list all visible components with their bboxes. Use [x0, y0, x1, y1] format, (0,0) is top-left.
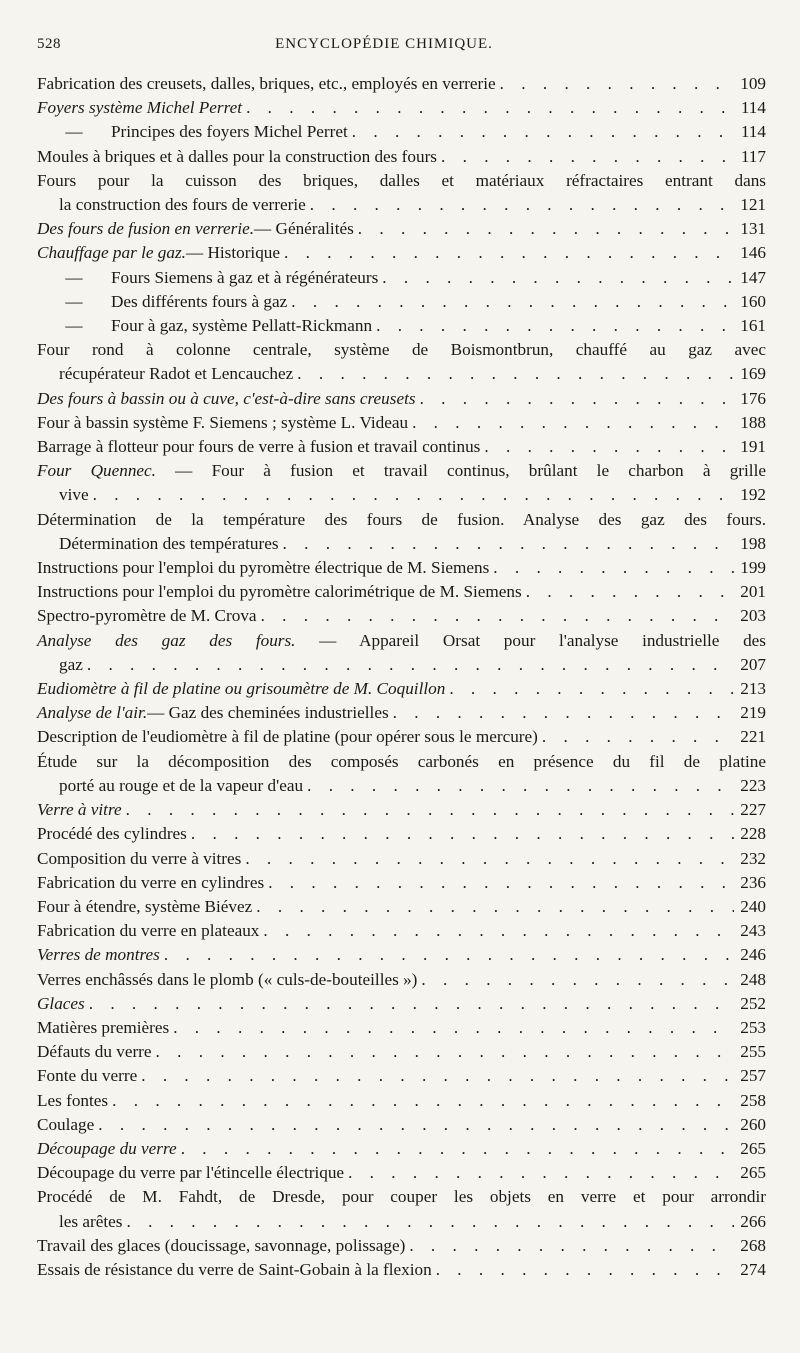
dot-leader — [89, 992, 734, 1016]
running-header — [37, 36, 766, 66]
toc-entry — [37, 677, 766, 701]
dot-leader — [263, 919, 734, 943]
toc-entry-italic-title: Analyse des gaz des fours. — [37, 630, 296, 650]
toc-entry — [37, 968, 766, 992]
toc-entry-text: Matières premières — [37, 1017, 170, 1037]
toc-entry-line1 — [37, 338, 766, 362]
toc-entry-text: Principes des foyers Michel Perret — [111, 122, 348, 142]
toc-page-number: 265 — [740, 1138, 766, 1158]
toc-dash: — — [65, 291, 83, 311]
dot-leader — [409, 1234, 734, 1258]
dot-leader — [164, 943, 734, 967]
dot-leader — [98, 1113, 734, 1137]
dot-leader — [436, 1258, 734, 1282]
toc-entry-text: Four à gaz, système Pellatt-Rickmann — [111, 316, 373, 336]
toc-entry-text-continued: la construction des fours de verrerie — [59, 195, 306, 215]
toc-entry — [37, 847, 766, 871]
toc-page-number: 255 — [740, 1042, 766, 1062]
toc-entry-text: Étude sur la décomposition des composés carbonés en présence du fil de platine — [37, 751, 766, 771]
toc-entry-text: Fonte du verre — [37, 1066, 138, 1086]
toc-entry — [37, 1089, 766, 1113]
table-of-contents — [37, 72, 766, 1282]
toc-page-number: 146 — [740, 243, 766, 263]
toc-entry-text: Spectro-pyromètre de M. Crova — [37, 606, 257, 626]
toc-page-number: 199 — [740, 558, 766, 578]
toc-entry-text: Fabrication du verre en plateaux — [37, 921, 260, 941]
toc-page-number: 223 — [740, 775, 766, 795]
toc-page-number: 203 — [740, 606, 766, 626]
toc-entry-italic-title: Analyse de l'air. — [37, 703, 148, 723]
toc-entry-line1 — [37, 459, 766, 483]
dot-leader — [449, 677, 734, 701]
dot-leader — [310, 193, 734, 217]
toc-entry-text: Four rond à colonne centrale, système de Boismontbrun, chauffé au gaz avec — [37, 340, 766, 360]
dot-leader — [352, 120, 734, 144]
toc-page-number: 228 — [740, 824, 766, 844]
dot-leader — [393, 701, 734, 725]
dot-leader — [141, 1064, 734, 1088]
toc-page-number: 198 — [740, 533, 766, 553]
toc-entry-text: Composition du verre à vitres — [37, 848, 242, 868]
toc-page-number: 268 — [740, 1235, 766, 1255]
dot-leader — [191, 822, 734, 846]
toc-page-number: 252 — [740, 993, 766, 1013]
toc-entry-text: Défauts du verre — [37, 1042, 152, 1062]
toc-page-number: 246 — [740, 945, 766, 965]
toc-entry-text: Travail des glaces (doucissage, savonnage, polissage) — [37, 1235, 406, 1255]
toc-entry — [37, 1185, 766, 1233]
dot-leader — [87, 653, 734, 677]
toc-entry — [37, 1234, 766, 1258]
toc-entry — [37, 290, 766, 314]
toc-entry — [37, 145, 766, 169]
toc-entry-line1 — [37, 508, 766, 532]
dot-leader — [181, 1137, 734, 1161]
toc-page-number: 192 — [740, 485, 766, 505]
toc-entry-italic-title: Des fours à bassin ou à cuve, c'est-à-dire sans creusets — [37, 388, 416, 408]
toc-entry — [37, 1040, 766, 1064]
toc-entry — [37, 338, 766, 386]
dot-leader — [112, 1089, 734, 1113]
dot-leader — [307, 774, 734, 798]
toc-entry-text-continued: les arêtes — [59, 1211, 123, 1231]
toc-entry-text: Four à bassin système F. Siemens ; système L. Videau — [37, 412, 409, 432]
toc-entry — [37, 459, 766, 507]
toc-entry — [37, 508, 766, 556]
toc-entry-italic-title: Eudiomètre à fil de platine ou grisoumètre de M. Coquillon — [37, 679, 446, 699]
toc-entry — [37, 822, 766, 846]
toc-page-number: 257 — [740, 1066, 766, 1086]
toc-page-number: 236 — [740, 872, 766, 892]
toc-entry-text: Coulage — [37, 1114, 95, 1134]
toc-entry-text-continued: vive — [59, 485, 89, 505]
toc-entry — [37, 435, 766, 459]
toc-entry-line1 — [37, 750, 766, 774]
toc-page-number: 207 — [740, 654, 766, 674]
toc-page-number: 266 — [740, 1211, 766, 1231]
dot-leader — [376, 314, 734, 338]
toc-entry-line2 — [37, 653, 766, 677]
toc-entry — [37, 387, 766, 411]
dot-leader — [245, 847, 734, 871]
toc-entry-italic-title: Foyers système Michel Perret — [37, 98, 243, 118]
toc-entry — [37, 1258, 766, 1282]
dot-leader — [126, 1210, 734, 1234]
toc-dash: — — [65, 316, 83, 336]
toc-page-number: 201 — [740, 582, 766, 602]
toc-entry-text: Fabrication des creusets, dalles, briques, etc., employés en verrerie — [37, 74, 496, 93]
toc-entry-line2 — [37, 532, 766, 556]
toc-entry — [37, 725, 766, 749]
toc-entry-text: Essais de résistance du verre de Saint-Gobain à la flexion — [37, 1259, 432, 1279]
toc-page-number: 240 — [740, 896, 766, 916]
toc-page-number: 260 — [740, 1114, 766, 1134]
toc-entry — [37, 241, 766, 265]
toc-entry — [37, 1016, 766, 1040]
toc-page-number: 109 — [740, 74, 766, 93]
dot-leader — [93, 483, 734, 507]
toc-entry — [37, 556, 766, 580]
toc-entry-text: Les fontes — [37, 1090, 109, 1110]
toc-entry — [37, 629, 766, 677]
toc-page-number: 265 — [740, 1163, 766, 1183]
toc-page-number: 169 — [740, 364, 766, 384]
toc-entry-text: Des différents fours à gaz — [111, 291, 288, 311]
toc-entry — [37, 266, 766, 290]
toc-entry-text: — Four à fusion et travail continus, brûlant le charbon à grille — [155, 461, 766, 481]
toc-entry-text: Découpage du verre par l'étincelle électrique — [37, 1163, 345, 1183]
toc-entry — [37, 919, 766, 943]
toc-entry — [37, 120, 766, 144]
toc-entry-text: Four à étendre, système Biévez — [37, 896, 253, 916]
toc-entry-text: — Historique — [185, 243, 281, 263]
toc-entry-text-continued: Détermination des températures — [59, 533, 279, 553]
toc-entry — [37, 798, 766, 822]
toc-page-number: 213 — [740, 679, 766, 699]
dot-leader — [126, 798, 734, 822]
toc-entry — [37, 72, 766, 96]
toc-entry-line1 — [37, 629, 766, 653]
toc-entry-italic-title: Découpage du verre — [37, 1138, 177, 1158]
toc-page-number: 274 — [740, 1259, 766, 1279]
toc-page-number: 253 — [740, 1017, 766, 1037]
toc-entry-italic-title: Glaces — [37, 993, 85, 1013]
toc-page-number: 227 — [740, 800, 766, 820]
dot-leader — [291, 290, 734, 314]
toc-entry-line2 — [37, 362, 766, 386]
toc-entry-text: Description de l'eudiomètre à fil de platine (pour opérer sous le mercure) — [37, 727, 538, 747]
toc-entry-line2 — [37, 774, 766, 798]
dot-leader — [412, 411, 734, 435]
toc-entry-line1 — [37, 169, 766, 193]
toc-entry-italic-title: Verres de montres — [37, 945, 160, 965]
dot-leader — [284, 241, 734, 265]
toc-entry-text: — Généralités — [254, 219, 354, 239]
toc-entry-text: — Gaz des cheminées industrielles — [147, 703, 389, 723]
toc-entry-line2 — [37, 483, 766, 507]
toc-entry — [37, 217, 766, 241]
toc-entry-text: Verres enchâssés dans le plomb (« culs-de-bouteilles ») — [37, 969, 418, 989]
toc-entry-italic-title: Des fours de fusion en verrerie. — [37, 219, 255, 239]
dot-leader — [268, 871, 734, 895]
toc-page-number: 121 — [740, 195, 766, 215]
toc-entry-italic-title: Chauffage par le gaz. — [37, 243, 186, 263]
dot-leader — [283, 532, 734, 556]
toc-entry — [37, 871, 766, 895]
toc-entry-italic-title: Four Quennec. — [37, 461, 156, 481]
toc-entry-line2 — [37, 1210, 766, 1234]
dot-leader — [420, 387, 734, 411]
toc-entry-text: Fours Siemens à gaz et à régénérateurs — [111, 267, 379, 287]
toc-entry-text-continued: porté au rouge et de la vapeur d'eau — [59, 775, 304, 795]
toc-page-number: 147 — [740, 267, 766, 287]
toc-entry-text: Fours pour la cuisson des briques, dalles et matériaux réfractaires entrant dans — [37, 170, 766, 190]
toc-page-number: 160 — [740, 291, 766, 311]
toc-page-number: 219 — [740, 703, 766, 723]
dot-leader — [500, 72, 734, 96]
toc-entry — [37, 169, 766, 217]
dot-leader — [358, 217, 734, 241]
toc-entry-text: Instructions pour l'emploi du pyromètre calorimétrique de M. Siemens — [37, 582, 522, 602]
dot-leader — [348, 1161, 734, 1185]
toc-entry — [37, 411, 766, 435]
toc-entry — [37, 96, 766, 120]
toc-page-number: 176 — [740, 388, 766, 408]
toc-page-number: 232 — [740, 848, 766, 868]
toc-entry — [37, 701, 766, 725]
dot-leader — [256, 895, 734, 919]
dot-leader — [542, 725, 734, 749]
dot-leader — [421, 968, 734, 992]
toc-entry — [37, 580, 766, 604]
toc-page-number: 117 — [740, 146, 766, 166]
toc-dash: — — [65, 267, 83, 287]
toc-entry-text: Barrage à flotteur pour fours de verre à fusion et travail continus — [37, 437, 481, 457]
toc-entry-text: — Appareil Orsat pour l'analyse industrielle des — [295, 630, 766, 650]
toc-entry-line1 — [37, 1185, 766, 1209]
toc-entry-text-continued: gaz — [59, 654, 83, 674]
toc-entry — [37, 750, 766, 798]
toc-entry — [37, 943, 766, 967]
dot-leader — [441, 145, 734, 169]
toc-page-number: 243 — [740, 921, 766, 941]
toc-entry-text: Moules à briques et à dalles pour la construction des fours — [37, 146, 437, 166]
toc-entry — [37, 1137, 766, 1161]
toc-entry-text: Procédé des cylindres — [37, 824, 187, 844]
toc-dash: — — [65, 122, 83, 142]
toc-page-number: 221 — [740, 727, 766, 747]
toc-entry-text-continued: récupérateur Radot et Lencauchez — [59, 364, 294, 384]
dot-leader — [484, 435, 734, 459]
toc-page-number: 258 — [740, 1090, 766, 1110]
toc-page-number: 114 — [740, 122, 766, 142]
toc-page-number: 161 — [740, 316, 766, 336]
toc-entry — [37, 604, 766, 628]
toc-page-number: 248 — [740, 969, 766, 989]
toc-entry — [37, 314, 766, 338]
toc-entry — [37, 895, 766, 919]
toc-entry-text: Détermination de la température des fours de fusion. Analyse des gaz des fours. — [37, 509, 766, 529]
toc-page-number: 114 — [740, 98, 766, 118]
dot-leader — [493, 556, 734, 580]
toc-entry — [37, 1064, 766, 1088]
dot-leader — [382, 266, 734, 290]
toc-entry-line2 — [37, 193, 766, 217]
page-number: 528 — [37, 36, 61, 52]
running-title: ENCYCLOPÉDIE CHIMIQUE. — [275, 36, 493, 52]
dot-leader — [156, 1040, 734, 1064]
toc-entry-italic-title: Verre à vitre — [37, 800, 122, 820]
toc-entry — [37, 1113, 766, 1137]
toc-entry-text: Fabrication du verre en cylindres — [37, 872, 265, 892]
toc-entry — [37, 992, 766, 1016]
toc-page-number: 188 — [740, 412, 766, 432]
dot-leader — [526, 580, 734, 604]
toc-page-number: 191 — [740, 437, 766, 457]
dot-leader — [246, 96, 734, 120]
dot-leader — [297, 362, 734, 386]
toc-page-number: 131 — [740, 219, 766, 239]
toc-entry-text: Instructions pour l'emploi du pyromètre électrique de M. Siemens — [37, 558, 490, 578]
dot-leader — [173, 1016, 734, 1040]
dot-leader — [261, 604, 734, 628]
toc-entry-text: Procédé de M. Fahdt, de Dresde, pour couper les objets en verre et pour arrondir — [37, 1187, 766, 1207]
toc-entry — [37, 1161, 766, 1185]
